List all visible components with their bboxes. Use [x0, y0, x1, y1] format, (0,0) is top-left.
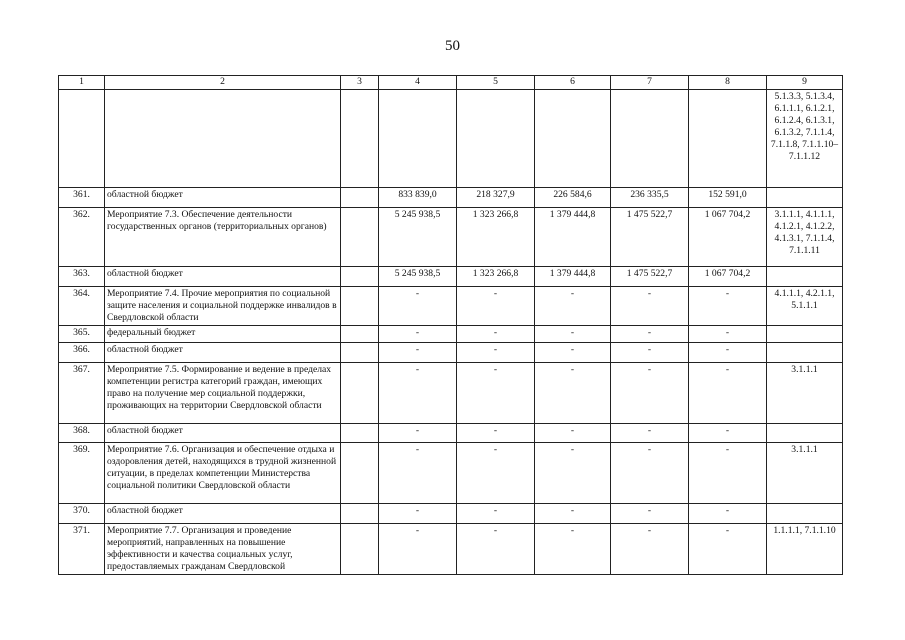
cell-col3 — [341, 287, 379, 326]
cell-col3 — [341, 363, 379, 424]
cell-col5: - — [457, 363, 535, 424]
cell-col6: - — [535, 424, 611, 443]
cell-col5: - — [457, 524, 535, 575]
cell-col5: - — [457, 326, 535, 343]
cell-col7: - — [611, 343, 689, 363]
row-number: 366. — [59, 343, 105, 363]
row-name: Мероприятие 7.3. Обеспечение деятельности государственных органов (территориальных органов) — [105, 208, 341, 267]
row-number: 361. — [59, 188, 105, 208]
row-number: 370. — [59, 504, 105, 524]
cell-col8: - — [689, 326, 767, 343]
header-cell: 3 — [341, 76, 379, 90]
row-name: федеральный бюджет — [105, 326, 341, 343]
cell-col8: - — [689, 443, 767, 504]
row-name — [105, 90, 341, 188]
cell-col9 — [767, 504, 843, 524]
cell-col6: 226 584,6 — [535, 188, 611, 208]
cell-col5: 218 327,9 — [457, 188, 535, 208]
cell-col8: 1 067 704,2 — [689, 267, 767, 287]
header-cell: 4 — [379, 76, 457, 90]
table-row — [59, 188, 843, 208]
cell-col6: 1 379 444,8 — [535, 267, 611, 287]
cell-col3 — [341, 90, 379, 188]
row-name: областной бюджет — [105, 188, 341, 208]
table-row — [59, 424, 843, 443]
cell-col5: - — [457, 504, 535, 524]
row-name: областной бюджет — [105, 504, 341, 524]
cell-col8: - — [689, 287, 767, 326]
cell-col6 — [535, 90, 611, 188]
cell-col3 — [341, 208, 379, 267]
cell-col4: 5 245 938,5 — [379, 208, 457, 267]
cell-col5: 1 323 266,8 — [457, 208, 535, 267]
row-name: областной бюджет — [105, 267, 341, 287]
cell-col4: - — [379, 343, 457, 363]
header-cell: 9 — [767, 76, 843, 90]
cell-col3 — [341, 326, 379, 343]
table-row — [59, 287, 843, 326]
cell-col6: - — [535, 443, 611, 504]
cell-col3 — [341, 267, 379, 287]
cell-col3 — [341, 343, 379, 363]
cell-col4: 833 839,0 — [379, 188, 457, 208]
cell-col3 — [341, 443, 379, 504]
table-row — [59, 343, 843, 363]
cell-col8: 1 067 704,2 — [689, 208, 767, 267]
cell-col8: - — [689, 524, 767, 575]
cell-col7: 1 475 522,7 — [611, 267, 689, 287]
cell-col4: - — [379, 443, 457, 504]
cell-col6: - — [535, 524, 611, 575]
cell-col7: - — [611, 326, 689, 343]
row-number: 362. — [59, 208, 105, 267]
table-row — [59, 90, 843, 188]
cell-col8 — [689, 90, 767, 188]
table-row — [59, 443, 843, 504]
cell-col6: 1 379 444,8 — [535, 208, 611, 267]
cell-col6: - — [535, 363, 611, 424]
table-header-row — [59, 76, 843, 90]
cell-col7: - — [611, 363, 689, 424]
row-name: областной бюджет — [105, 424, 341, 443]
table-row — [59, 267, 843, 287]
cell-col8: - — [689, 363, 767, 424]
cell-col9: 1.1.1.1, 7.1.1.10 — [767, 524, 843, 575]
table-row — [59, 326, 843, 343]
cell-col9 — [767, 424, 843, 443]
row-name: Мероприятие 7.4. Прочие мероприятия по социальной защите населения и социальной поддержке инвалидов в Свердловской области — [105, 287, 341, 326]
cell-col5: - — [457, 343, 535, 363]
cell-col4: - — [379, 326, 457, 343]
cell-col9: 5.1.3.3, 5.1.3.4, 6.1.1.1, 6.1.2.1, 6.1.2.4, 6.1.3.1, 6.1.3.2, 7.1.1.4, 7.1.1.8, 7.1.1.10– 7.1.1.12 — [767, 90, 843, 188]
cell-col9 — [767, 188, 843, 208]
row-number: 371. — [59, 524, 105, 575]
cell-col5: - — [457, 424, 535, 443]
header-cell: 7 — [611, 76, 689, 90]
cell-col9 — [767, 326, 843, 343]
cell-col7: - — [611, 424, 689, 443]
page-number: 50 — [445, 38, 460, 54]
cell-col6: - — [535, 326, 611, 343]
row-number: 369. — [59, 443, 105, 504]
table-row — [59, 504, 843, 524]
row-name: областной бюджет — [105, 343, 341, 363]
table-row — [59, 363, 843, 424]
row-number: 368. — [59, 424, 105, 443]
row-number: 364. — [59, 287, 105, 326]
cell-col4: - — [379, 504, 457, 524]
cell-col3 — [341, 524, 379, 575]
cell-col3 — [341, 424, 379, 443]
cell-col6: - — [535, 504, 611, 524]
cell-col4: - — [379, 424, 457, 443]
row-name: Мероприятие 7.5. Формирование и ведение в пределах компетенции регистра категорий граждан, имеющих право на получение мер социальной поддержки, проживающих на территории Свердловской области — [105, 363, 341, 424]
header-cell: 6 — [535, 76, 611, 90]
row-number: 367. — [59, 363, 105, 424]
cell-col5: - — [457, 443, 535, 504]
cell-col9 — [767, 267, 843, 287]
cell-col5: - — [457, 287, 535, 326]
cell-col9: 3.1.1.1 — [767, 363, 843, 424]
table-row — [59, 208, 843, 267]
cell-col8: - — [689, 504, 767, 524]
cell-col9: 4.1.1.1, 4.2.1.1, 5.1.1.1 — [767, 287, 843, 326]
cell-col6: - — [535, 287, 611, 326]
cell-col4: 5 245 938,5 — [379, 267, 457, 287]
cell-col7: - — [611, 524, 689, 575]
table-row — [59, 524, 843, 575]
cell-col3 — [341, 188, 379, 208]
cell-col4: - — [379, 287, 457, 326]
cell-col6: - — [535, 343, 611, 363]
header-cell: 2 — [105, 76, 341, 90]
cell-col5: 1 323 266,8 — [457, 267, 535, 287]
row-name: Мероприятие 7.6. Организация и обеспечение отдыха и оздоровления детей, находящихся в трудной жизненной ситуации, в пределах компетенции Министерства социальной политики Свердловской области — [105, 443, 341, 504]
cell-col8: - — [689, 343, 767, 363]
cell-col7: - — [611, 287, 689, 326]
cell-col7: - — [611, 504, 689, 524]
row-number: 363. — [59, 267, 105, 287]
cell-col8: 152 591,0 — [689, 188, 767, 208]
cell-col4: - — [379, 363, 457, 424]
cell-col4 — [379, 90, 457, 188]
header-cell: 1 — [59, 76, 105, 90]
cell-col3 — [341, 504, 379, 524]
header-cell: 5 — [457, 76, 535, 90]
row-number — [59, 90, 105, 188]
cell-col7 — [611, 90, 689, 188]
header-cell: 8 — [689, 76, 767, 90]
cell-col9: 3.1.1.1, 4.1.1.1, 4.1.2.1, 4.1.2.2, 4.1.3.1, 7.1.1.4, 7.1.1.11 — [767, 208, 843, 267]
budget-table — [58, 75, 843, 575]
row-number: 365. — [59, 326, 105, 343]
cell-col7: 1 475 522,7 — [611, 208, 689, 267]
cell-col4: - — [379, 524, 457, 575]
cell-col8: - — [689, 424, 767, 443]
cell-col7: - — [611, 443, 689, 504]
row-name: Мероприятие 7.7. Организация и проведение мероприятий, направленных на повышение эффективности и качества социальных услуг, предоставляемых гражданам Свердловской — [105, 524, 341, 575]
cell-col5 — [457, 90, 535, 188]
cell-col7: 236 335,5 — [611, 188, 689, 208]
cell-col9 — [767, 343, 843, 363]
cell-col9: 3.1.1.1 — [767, 443, 843, 504]
